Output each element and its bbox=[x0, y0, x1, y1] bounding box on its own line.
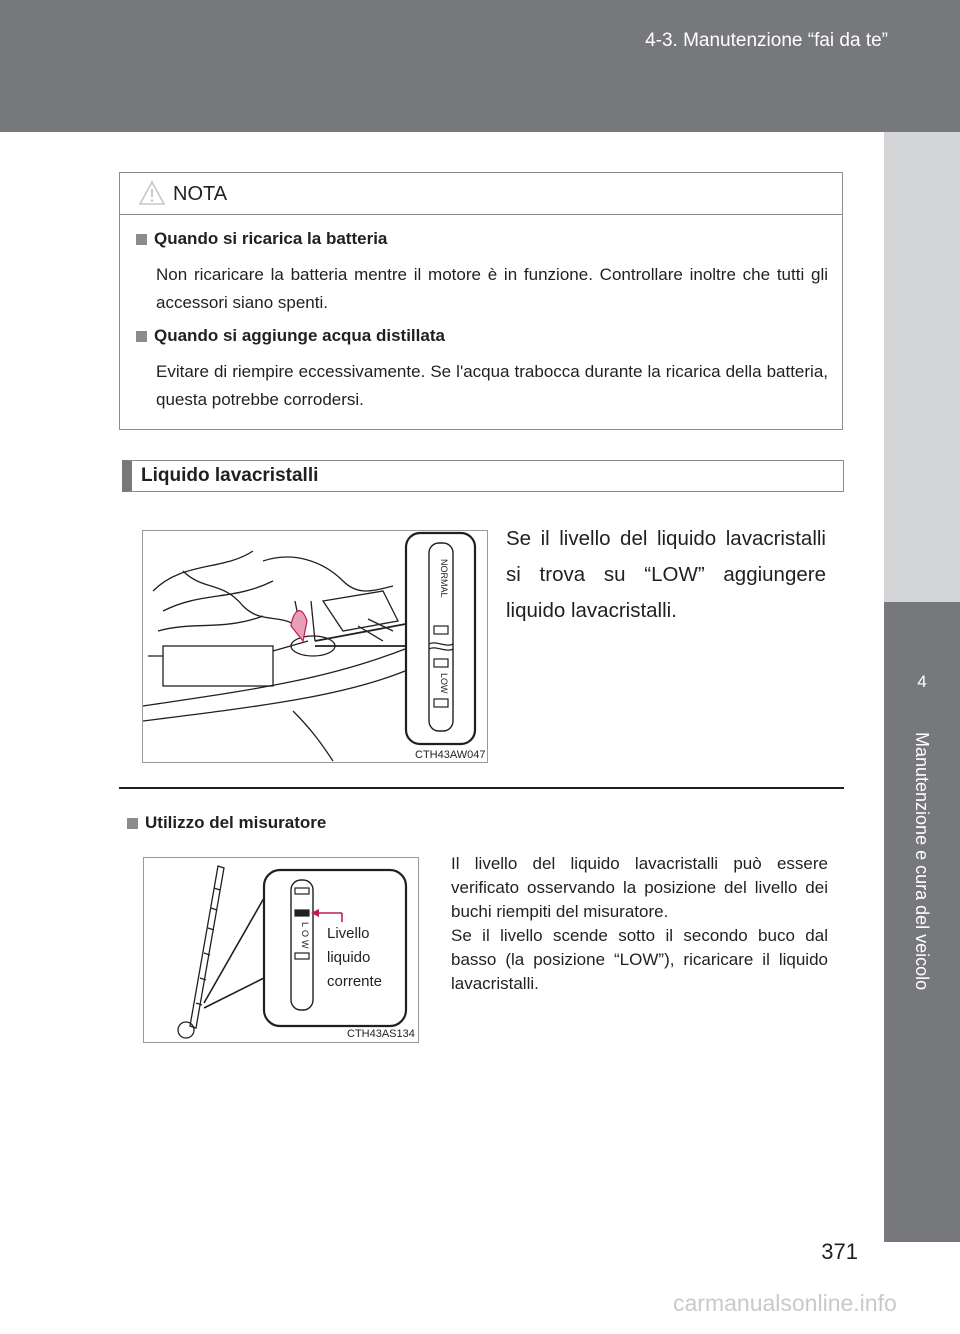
gauge-use-paragraph: Se il livello scende sotto il secondo buco dal basso (la posizione “LOW”), ricaricare il liquido lavacristalli. bbox=[451, 926, 828, 993]
nota-heading-distilled-water bbox=[136, 326, 828, 346]
square-bullet-icon bbox=[127, 818, 138, 829]
figure-code: CTH43AW047 bbox=[415, 749, 486, 761]
header-band bbox=[0, 0, 960, 132]
engine-bay-figure bbox=[142, 530, 488, 763]
square-bullet-icon bbox=[136, 234, 147, 245]
divider-rule bbox=[119, 787, 844, 789]
nota-heading-text: Quando si aggiunge acqua distillata bbox=[154, 326, 445, 345]
normal-mark-label: NORMAL bbox=[439, 559, 449, 598]
square-bullet-icon bbox=[136, 331, 147, 342]
chapter-side-tab[interactable] bbox=[884, 132, 960, 1242]
chapter-title: Manutenzione e cura del veicolo bbox=[912, 732, 932, 991]
breadcrumb: 4-3. Manutenzione “fai da te” bbox=[645, 30, 888, 51]
callout-line: liquido bbox=[327, 949, 371, 966]
nota-text-distilled-water: Evitare di riempire eccessivamente. Se l'acqua trabocca durante la ricarica della batteria, questa potrebbe corrodersi. bbox=[156, 362, 828, 409]
side-tab-top-block bbox=[884, 132, 960, 602]
section-title: Liquido lavacristalli bbox=[141, 465, 319, 486]
chapter-number: 4 bbox=[917, 672, 927, 691]
nota-body bbox=[120, 215, 842, 414]
section-header bbox=[122, 460, 844, 492]
gauge-use-text bbox=[451, 852, 828, 996]
dipstick-figure bbox=[143, 857, 419, 1043]
figure-code: CTH43AS134 bbox=[347, 1028, 415, 1040]
nota-title: NOTA bbox=[173, 183, 228, 205]
engine-bay-illustration bbox=[143, 531, 487, 762]
nota-header bbox=[120, 173, 842, 215]
low-mark-label: LOW bbox=[300, 922, 310, 952]
watermark: carmanualsonline.info bbox=[673, 1290, 897, 1316]
low-mark-label: LOW bbox=[439, 673, 449, 694]
callout-line: corrente bbox=[327, 973, 383, 990]
gauge-use-heading bbox=[127, 813, 326, 833]
warning-triangle-icon bbox=[138, 180, 166, 206]
gauge-use-paragraph: Il livello del liquido lavacristalli può essere verificato osservando la posizione del livello dei buchi riempiti del misuratore. bbox=[451, 854, 828, 921]
nota-box bbox=[119, 172, 843, 430]
nota-text-charging: Non ricaricare la batteria mentre il motore è in funzione. Controllare inoltre che tutti gli accessori siano spenti. bbox=[156, 265, 828, 312]
nota-heading-text: Quando si ricarica la batteria bbox=[154, 229, 388, 248]
page-number: 371 bbox=[821, 1239, 858, 1264]
callout-line: Livello bbox=[327, 925, 370, 942]
current-level-callout bbox=[327, 922, 382, 994]
nota-heading-charging bbox=[136, 229, 828, 249]
gauge-use-heading-text: Utilizzo del misuratore bbox=[145, 813, 327, 832]
section-intro-text: Se il livello del liquido lavacristalli si trova su “LOW” aggiungere liquido lavacristalli. bbox=[506, 527, 826, 622]
